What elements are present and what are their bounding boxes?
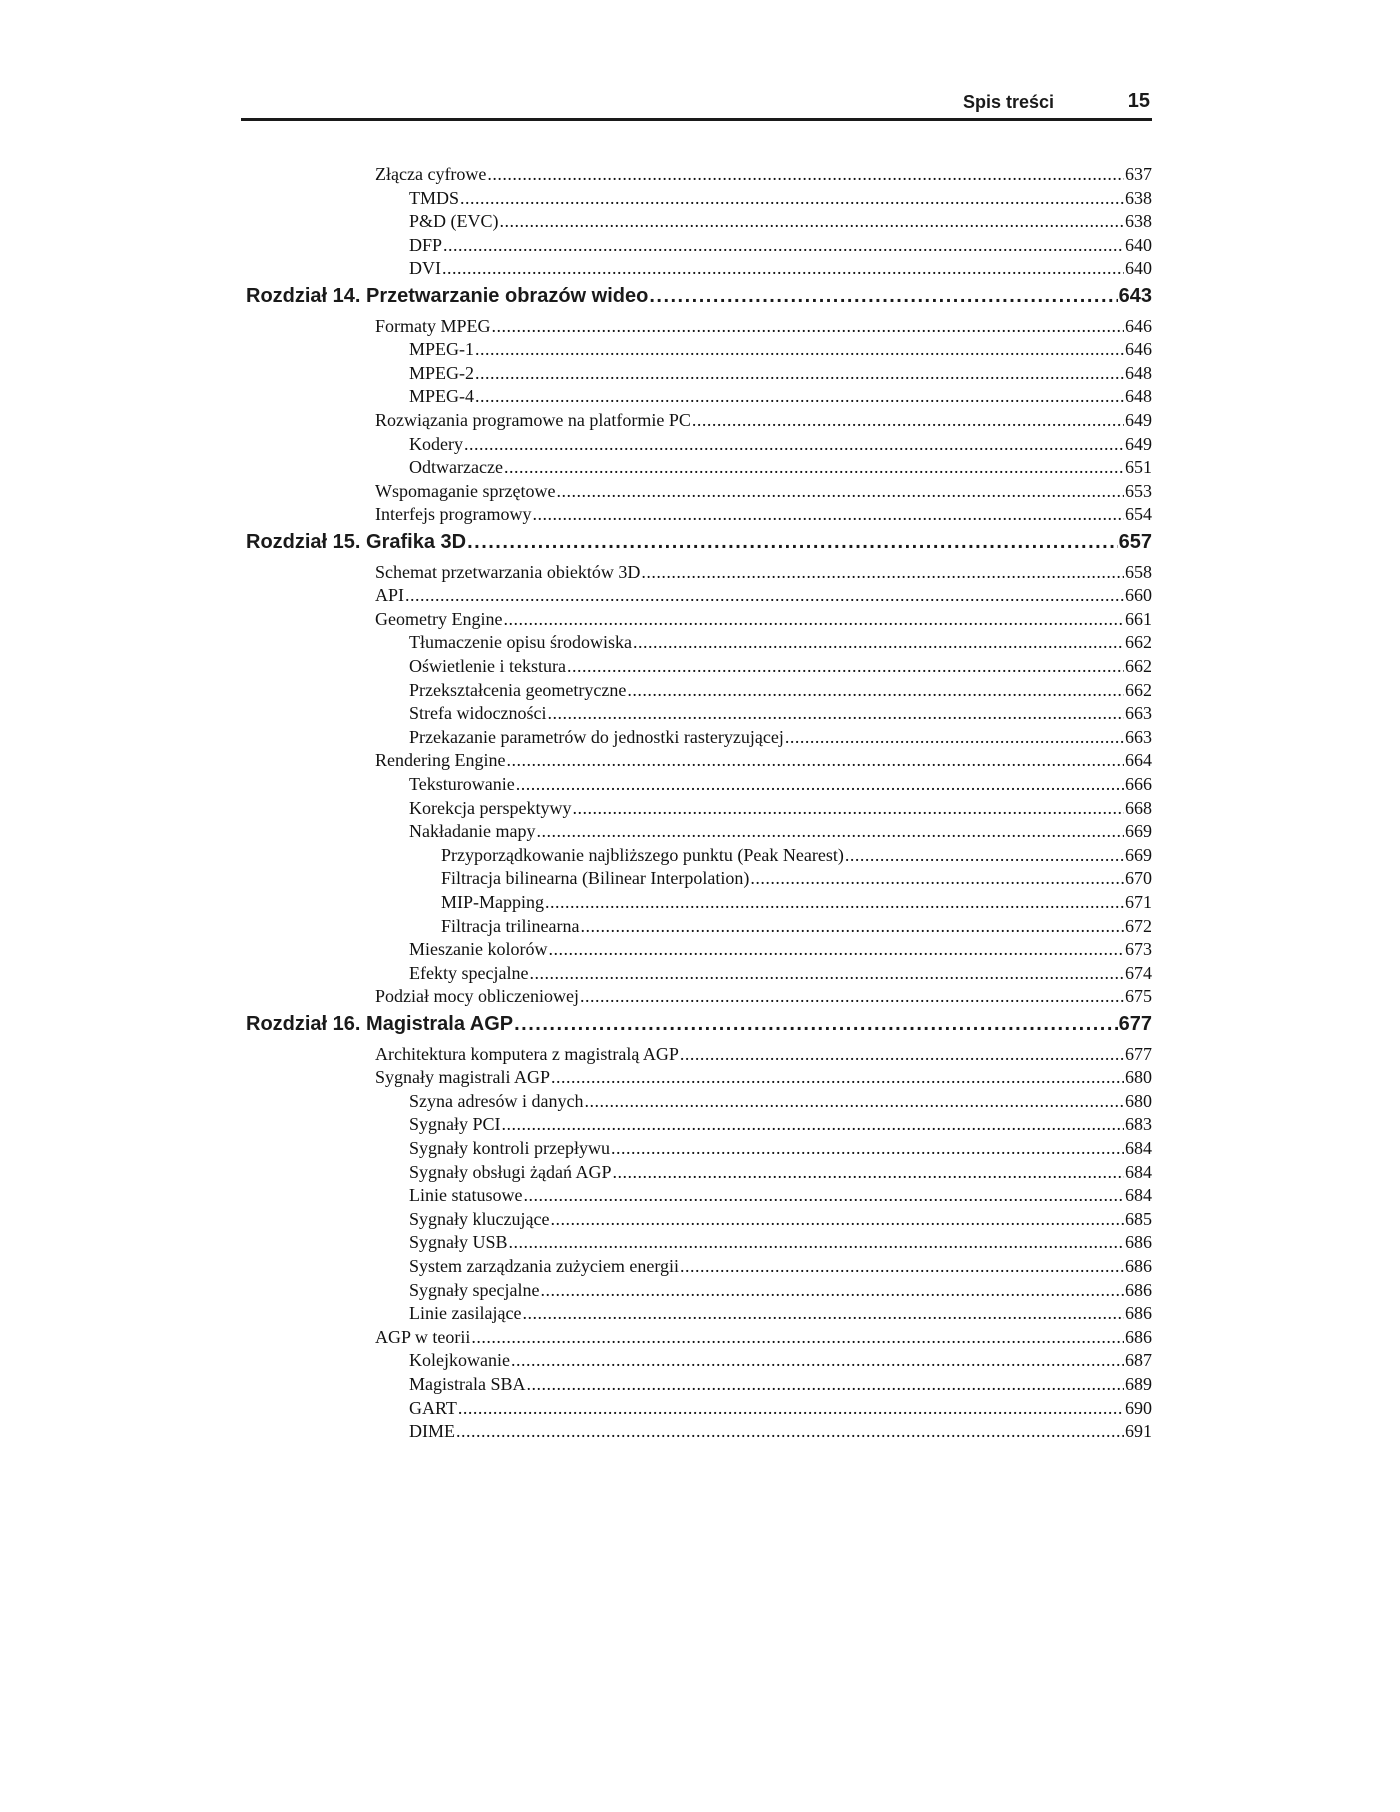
toc-entry-title: MPEG-1 [409,339,475,360]
toc-entry-page: 662 [1125,679,1152,700]
toc-entry-page: 663 [1125,703,1152,724]
toc-leader-dots [442,256,1124,280]
toc-entry-title: Efekty specjalne [409,962,529,983]
toc-leader-dots [504,455,1124,479]
header-title: Spis treści [962,92,1054,112]
toc-entry [441,890,1152,914]
toc-entry-title: AGP w teorii [375,1326,471,1347]
toc-entry-page: 646 [1125,339,1152,360]
toc-entry-title: Sygnały PCI [409,1114,501,1135]
toc-entry-page: 684 [1125,1161,1152,1182]
toc-entry [409,961,1152,985]
toc-leader-dots [580,984,1124,1008]
toc-entry [409,654,1152,678]
toc-entry-page: 686 [1125,1303,1152,1324]
toc-entry-title: Przekształcenia geometryczne [409,679,627,700]
toc-entry-page: 673 [1125,939,1152,960]
toc-entry-title: Podział mocy obliczeniowej [375,986,579,1007]
toc-entry-title: DIME [409,1421,455,1442]
toc-entry-title: Teksturowanie [409,774,515,794]
toc-entry-page: 668 [1125,797,1152,818]
toc-entry [409,1301,1152,1325]
header-page-number: 15 [1127,90,1150,112]
toc-leader-dots [680,1254,1124,1278]
toc-entry [375,984,1152,1008]
toc-entry [441,866,1152,890]
toc-entry-page: 677 [1118,1013,1152,1035]
toc-entry-title: Schemat przetwarzania obiektów 3D [375,561,641,582]
toc-leader-dots [547,701,1124,725]
toc-entry-page: 669 [1125,821,1152,842]
toc-entry-title: Przekazanie parametrów do jednostki rasteryzującej [409,726,784,747]
toc-entry-page: 690 [1125,1397,1152,1418]
toc-entry-title: DVI [409,258,441,279]
toc-leader-dots [556,479,1124,503]
toc-entry-page: 680 [1125,1067,1152,1088]
toc-leader-dots [536,819,1124,843]
toc-entry [409,1112,1152,1136]
toc-entry-page: 640 [1125,258,1152,279]
running-header [241,88,1152,121]
toc-entry-page: 669 [1125,844,1152,865]
toc-entry-title: Korekcja perspektywy [409,797,572,818]
toc-entry-title: Rozdział 15. Grafika 3D [246,531,467,553]
toc-leader-dots [514,1010,1118,1038]
toc-entry [409,1230,1152,1254]
toc-entry-title: Kolejkowanie [409,1350,510,1371]
toc-leader-dots [750,866,1124,890]
toc-entry-page: 638 [1125,187,1152,208]
toc-entry [409,455,1152,479]
toc-entry [375,1042,1152,1066]
toc-leader-dots [692,408,1124,432]
toc-entry [375,583,1152,607]
toc-entry [409,186,1152,210]
toc-entry-page: 686 [1125,1256,1152,1276]
toc-entry-title: Strefa widoczności [409,703,547,724]
toc-entry-page: 651 [1125,457,1152,478]
toc-leader-dots [680,1042,1124,1066]
toc-entry-title: Tłumaczenie opisu środowiska [409,632,632,653]
toc-entry [409,432,1152,456]
toc-entry-page: 662 [1125,656,1152,676]
toc-entry-page: 689 [1125,1374,1152,1394]
toc-entry [409,233,1152,257]
toc-entry [409,772,1152,796]
toc-entry [409,1372,1152,1396]
toc-entry-title: Szyna adresów i danych [409,1090,584,1111]
toc-entry-page: 666 [1125,774,1152,794]
toc-chapter-entry [246,282,1152,310]
toc-entry-page: 686 [1125,1326,1152,1347]
toc-leader-dots [516,772,1124,796]
toc-entry-title: Formaty MPEG [375,315,491,336]
toc-leader-dots [613,1160,1125,1184]
toc-entry-title: Sygnały kluczujące [409,1208,550,1229]
toc-entry-title: Rozdział 14. Przetwarzanie obrazów wideo [246,285,649,307]
toc-entry [409,1278,1152,1302]
toc-entry [409,1160,1152,1184]
toc-leader-dots [458,1396,1124,1420]
toc-entry [409,1183,1152,1207]
toc-entry-page: 677 [1125,1043,1152,1064]
toc-entry-page: 686 [1125,1232,1152,1253]
toc-entry [409,1419,1152,1443]
toc-entry [375,314,1152,338]
toc-entry [375,748,1152,772]
toc-entry [375,408,1152,432]
toc-entry-title: Interfejs programowy [375,504,532,525]
toc-entry-title: DFP [409,234,443,255]
toc-entry-title: Architektura komputera z magistralą AGP [375,1043,679,1064]
toc-entry-page: 685 [1125,1208,1152,1229]
toc-entry-page: 638 [1125,211,1152,232]
toc-entry [409,256,1152,280]
toc-leader-dots [649,282,1117,310]
toc-leader-dots [845,843,1124,867]
toc-entry-page: 664 [1125,750,1152,771]
toc-entry-title: Sygnały specjalne [409,1279,540,1300]
toc-entry-title: Oświetlenie i tekstura [409,656,566,676]
toc-leader-dots [785,725,1124,749]
toc-leader-dots [641,560,1124,584]
toc-leader-dots [580,914,1124,938]
toc-leader-dots [467,528,1118,556]
toc-leader-dots [503,607,1124,631]
toc-leader-dots [567,654,1124,678]
toc-entry-page: 680 [1125,1090,1152,1111]
toc-entry-title: TMDS [409,187,460,208]
toc-entry [375,479,1152,503]
toc-leader-dots [475,337,1124,361]
toc-entry-title: Przyporządkowanie najbliższego punktu (Peak Nearest) [441,844,844,865]
toc-entry-page: 684 [1125,1185,1152,1206]
toc-entry-title: Sygnały magistrali AGP [375,1067,550,1088]
toc-entry-page: 674 [1125,962,1152,983]
toc-entry [409,796,1152,820]
toc-leader-dots [529,961,1124,985]
toc-entry-page: 663 [1125,726,1152,747]
toc-entry [409,725,1152,749]
toc-entry-page: 683 [1125,1114,1152,1135]
toc-leader-dots [572,796,1124,820]
toc-entry [375,1325,1152,1349]
toc-leader-dots [502,1112,1124,1136]
toc-chapter-entry [246,528,1152,556]
toc-entry [375,162,1152,186]
toc-leader-dots [548,937,1124,961]
toc-entry [409,937,1152,961]
toc-entry-title: Linie zasilające [409,1303,522,1324]
toc-entry-page: 653 [1125,480,1152,501]
toc-entry-title: Sygnały obsługi żądań AGP [409,1161,612,1182]
toc-leader-dots [633,630,1124,654]
toc-leader-dots [527,1372,1125,1396]
toc-entry-page: 686 [1125,1279,1152,1300]
toc-entry-title: Mieszanie kolorów [409,939,548,960]
toc-entry-page: 658 [1125,561,1152,582]
toc-entry-title: Nakładanie mapy [409,821,536,842]
toc-entry [409,630,1152,654]
toc-entry [409,209,1152,233]
toc-leader-dots [500,209,1125,233]
toc-entry [409,1254,1152,1278]
toc-entry-page: 648 [1125,362,1152,383]
toc-entry-page: 648 [1125,386,1152,407]
toc-entry-page: 660 [1125,585,1152,606]
toc-entry-title: Odtwarzacze [409,457,503,478]
toc-entry-title: Filtracja trilinearna [441,915,580,936]
toc-entry-page: 691 [1125,1421,1152,1442]
toc-entry-title: API [375,585,405,606]
toc-leader-dots [443,233,1124,257]
toc-entry [409,1207,1152,1231]
toc-entry-title: Linie statusowe [409,1185,523,1206]
toc-leader-dots [522,1301,1124,1325]
toc-entry-title: MPEG-2 [409,362,475,383]
toc-entry-page: 687 [1125,1350,1152,1371]
toc-entry [375,560,1152,584]
toc-entry-page: 643 [1118,285,1152,307]
toc-entry-title: Złącza cyfrowe [375,164,487,184]
toc-entry [375,607,1152,631]
toc-entry-page: 671 [1125,892,1152,912]
toc-leader-dots [509,1230,1124,1254]
toc-leader-dots [584,1089,1124,1113]
toc-entry-page: 684 [1125,1138,1152,1158]
toc-entry-page: 661 [1125,608,1152,629]
toc-entry-title: Wspomaganie sprzętowe [375,480,556,501]
toc-entry-page: 670 [1125,868,1152,889]
toc-entry-page: 646 [1125,315,1152,336]
toc-entry [441,843,1152,867]
toc-entry-page: 637 [1125,164,1152,184]
toc-leader-dots [545,890,1124,914]
toc-leader-dots [475,361,1124,385]
toc-leader-dots [551,1065,1124,1089]
toc-leader-dots [475,384,1124,408]
toc-leader-dots [464,432,1124,456]
toc-entry-title: Rendering Engine [375,750,506,771]
toc-entry [441,914,1152,938]
toc-entry-page: 675 [1125,986,1152,1007]
toc-leader-dots [487,162,1124,186]
toc-entry-title: P&D (EVC) [409,211,499,232]
toc-entry-page: 662 [1125,632,1152,653]
toc-entry [409,337,1152,361]
toc-leader-dots [532,502,1124,526]
toc-entry [409,1396,1152,1420]
toc-entry-title: MIP-Mapping [441,892,544,912]
toc-entry [409,678,1152,702]
toc-leader-dots [506,748,1124,772]
toc-leader-dots [611,1136,1124,1160]
toc-entry [409,1136,1152,1160]
toc-entry-title: Sygnały USB [409,1232,508,1253]
toc-entry [409,384,1152,408]
toc-leader-dots [627,678,1124,702]
toc-entry [409,701,1152,725]
toc-leader-dots [523,1183,1124,1207]
toc-leader-dots [550,1207,1124,1231]
toc-entry-title: MPEG-4 [409,386,475,407]
toc-entry-page: 649 [1125,433,1152,454]
toc-leader-dots [460,186,1124,210]
toc-entry-page: 640 [1125,234,1152,255]
toc-leader-dots [456,1419,1124,1443]
toc-entry-page: 654 [1125,504,1152,525]
toc-leader-dots [511,1348,1124,1372]
toc-entry-title: Kodery [409,433,463,454]
toc-leader-dots [492,314,1124,338]
toc-entry-title: Magistrala SBA [409,1374,526,1394]
toc-entry-title: Geometry Engine [375,608,503,629]
toc-entry-title: Rozdział 16. Magistrala AGP [246,1013,514,1035]
toc-leader-dots [471,1325,1124,1349]
toc-leader-dots [540,1278,1124,1302]
toc-entry-title: System zarządzania zużyciem energii [409,1256,680,1276]
toc-entry [409,1089,1152,1113]
toc-entry-title: Sygnały kontroli przepływu [409,1138,610,1158]
toc-entry [409,361,1152,385]
toc-entry-page: 657 [1118,531,1152,553]
toc-entry-title: Rozwiązania programowe na platformie PC [375,410,691,430]
toc-entry [409,1348,1152,1372]
toc-entry-title: GART [409,1397,457,1418]
toc-entry-title: Filtracja bilinearna (Bilinear Interpolation) [441,868,750,889]
toc-entry [409,819,1152,843]
toc-entry-page: 649 [1125,410,1152,430]
toc-entry [375,502,1152,526]
toc-leader-dots [405,583,1124,607]
toc-entry-page: 672 [1125,915,1152,936]
toc-chapter-entry [246,1010,1152,1038]
toc-entry [375,1065,1152,1089]
